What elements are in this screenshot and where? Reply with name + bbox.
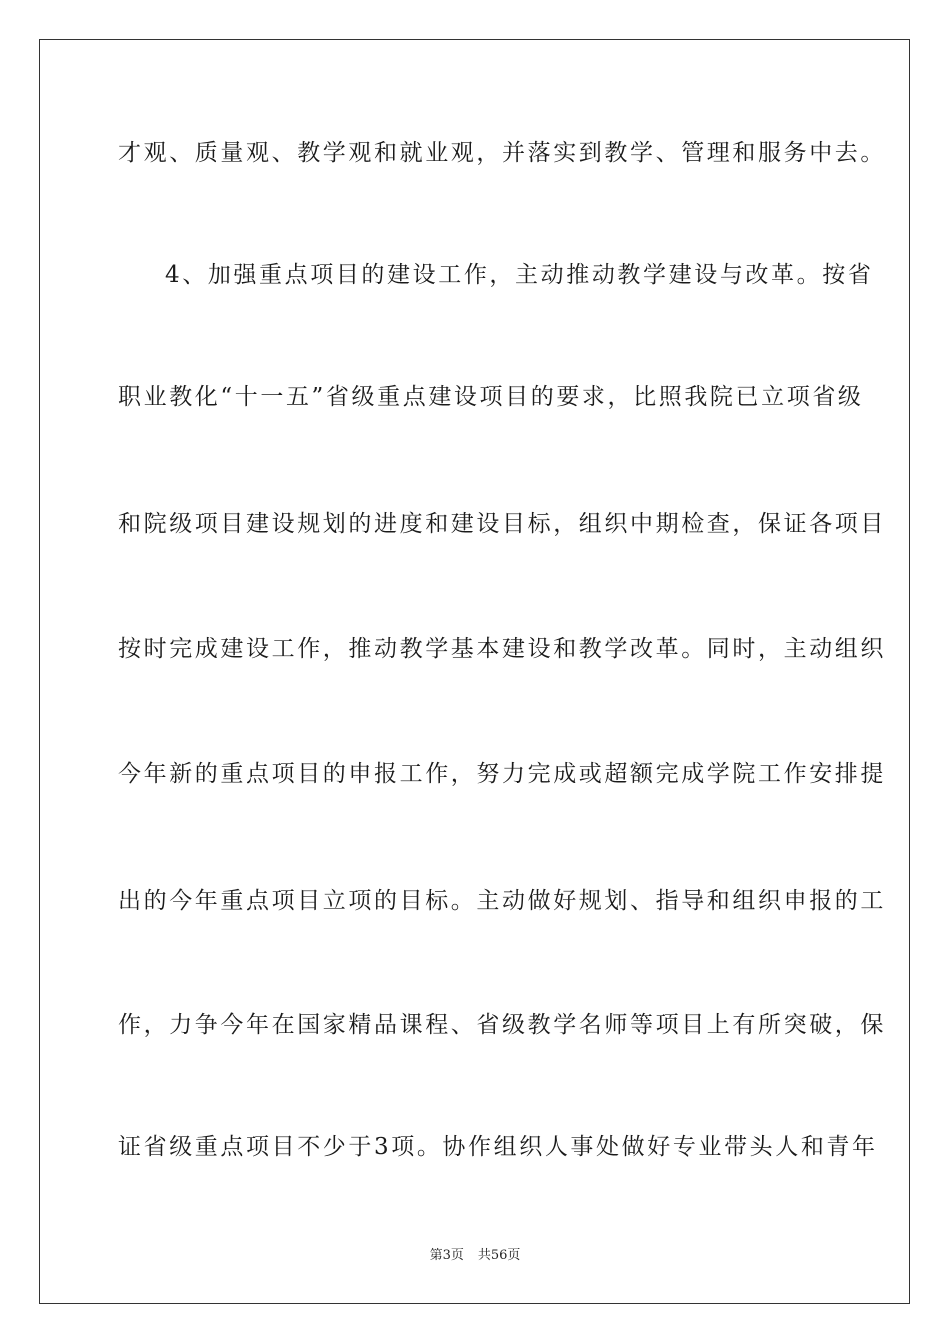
text-line: 出的今年重点项目立项的目标。主动做好规划、指导和组织申报的工 xyxy=(118,888,886,914)
text-line: 今年新的重点项目的申报工作，努力完成或超额完成学院工作安排提 xyxy=(118,761,886,787)
text-line: 和院级项目建设规划的进度和建设目标，组织中期检查，保证各项目 xyxy=(118,511,886,537)
text-line: 才观、质量观、教学观和就业观，并落实到教学、管理和服务中去。 xyxy=(118,140,886,166)
page-number: 第3页 xyxy=(429,1248,464,1263)
text-line: 职业教化“十一五”省级重点建设项目的要求，比照我院已立项省级 xyxy=(118,384,864,410)
text-line: 按时完成建设工作，推动教学基本建设和教学改革。同时，主动组织 xyxy=(118,636,886,662)
text-line: 作，力争今年在国家精品课程、省级教学名师等项目上有所突破，保 xyxy=(118,1012,886,1038)
page-footer xyxy=(0,1248,950,1264)
text-line: 4、加强重点项目的建设工作，主动推动教学建设与改革。按省 xyxy=(165,262,874,288)
page-total: 共56页 xyxy=(477,1248,521,1263)
page-border xyxy=(39,39,910,1304)
text-line: 证省级重点项目不少于3项。协作组织人事处做好专业带头人和青年 xyxy=(118,1134,878,1160)
